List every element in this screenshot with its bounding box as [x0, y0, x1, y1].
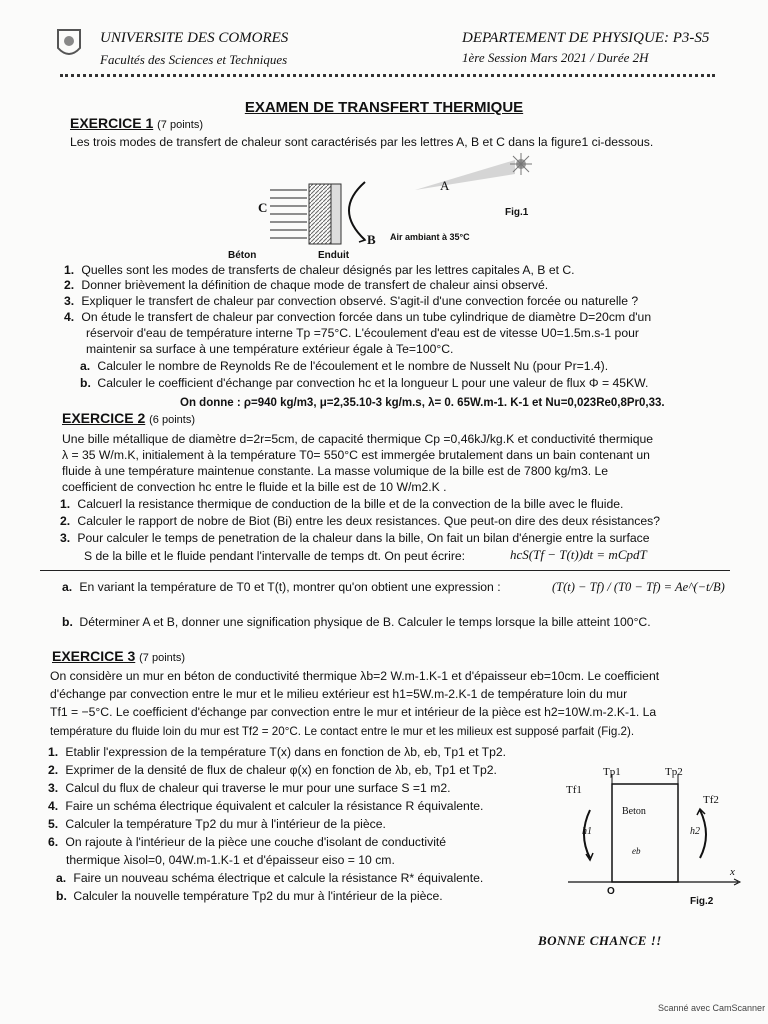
- exercise-2-points: (6 points): [149, 414, 195, 426]
- ex3-q3-text: Calcul du flux de chaleur qui traverse le mur pour une surface S =1 m2.: [65, 781, 451, 795]
- fig1-enduit-label: Enduit: [318, 250, 350, 261]
- ex2-qa-text: En variant la température de T0 et T(t), montrer qu'on obtient une expression :: [79, 580, 501, 594]
- fig2-origin: O: [607, 886, 615, 897]
- exercise-1-heading: [70, 115, 203, 131]
- ex2-statement-line2: λ = 35 W/m.K, initialement à la température T0= 550°C est immergée brutalement dans un bain contenant un: [62, 448, 650, 462]
- ex1-question-1: 1. Quelles sont les modes de transferts de chaleur désignés par les lettres capitales A, B et C.: [64, 263, 575, 277]
- exercise-3-heading: [52, 648, 185, 664]
- ex2-q1-text: Calcuerl la resistance thermique de conduction de la bille et de la convection de la bille avec le fluide.: [77, 497, 624, 511]
- fig2-caption: Fig.2: [690, 896, 714, 907]
- ex2-q3-line1: Pour calculer le temps de penetration de la chaleur dans la bille, On fait un bilan d'énergie entre la surface: [77, 531, 650, 545]
- ex3-statement-line2: d'échange par convection entre le mur et le milieu extérieur est h1=5W.m-2.K-1 de température loin du mur: [50, 687, 628, 701]
- ex1-q4-line1: On étude le transfert de chaleur par convection forcée dans un tube cylindrique de diamètre D=20cm d'un: [81, 310, 652, 324]
- scanner-footer: Scanné avec CamScanner: [658, 1003, 766, 1013]
- ex3-statement-line3: Tf1 = −5°C. Le coefficient d'échange par convection entre le mur et intérieur de la pièce est h2=10W.m-2.K-1. La: [50, 705, 657, 719]
- fig1-caption: Fig.1: [505, 207, 529, 218]
- ex1-question-2: 2. Donner brièvement la définition de chaque mode de transfert de chaleur ainsi observé.: [64, 278, 549, 292]
- ex1-q1-text: Quelles sont les modes de transferts de chaleur désignés par les lettres capitales A, B et C.: [81, 263, 575, 277]
- ex2-question-2: 2. Calculer le rapport de nobre de Biot (Bi) entre les deux resistances. Que peut-on dire des deux résistances?: [60, 514, 660, 528]
- exercise-1-intro: Les trois modes de transfert de chaleur sont caractérisés par les lettres A, B et C dans la figure1 ci-dessous.: [70, 135, 654, 149]
- fig2-tf2: Tf2: [703, 794, 719, 806]
- ex1-q4-line3: maintenir sa surface à une température extérieur égale à Te=100°C.: [86, 342, 454, 356]
- fig1-air-label: Air ambiant à 35°C: [390, 232, 470, 242]
- ex2-exponential-equation: (T(t) − Tf) / (T0 − Tf) = Ae^(−t/B): [552, 580, 725, 594]
- ex3-statement-line4: température du fluide loin du mur est Tf2 = 20°C. Le contact entre le mur et les milieux est supposé parfait (Fig.2).: [50, 725, 635, 738]
- ex2-energy-equation: hcS(Tf − T(t))dt = mCpdT: [510, 547, 647, 562]
- exercise-2-title: EXERCICE 2: [62, 410, 146, 426]
- university-name: UNIVERSITE DES COMORES: [100, 30, 289, 46]
- ex2-statement-line4: coefficient de convection hc entre le fluide et la bille est de 10 W/m2.K .: [62, 480, 447, 494]
- ex2-separator: [40, 570, 730, 571]
- ex2-question-1: 1. Calcuerl la resistance thermique de conduction de la bille et de la convection de la bille avec le fluide.: [60, 497, 624, 511]
- ex3-statement-line1: On considère un mur en béton de conductivité thermique λb=2 W.m-1.K-1 et d'épaisseur eb=10cm. Le coefficient: [50, 669, 660, 683]
- exercise-1-title: EXERCICE 1: [70, 115, 154, 131]
- ex1-q2-text: Donner brièvement la définition de chaque mode de transfert de chaleur ainsi observé.: [81, 278, 549, 292]
- ex3-q5-text: Calculer la température Tp2 du mur à l'intérieur de la pièce.: [65, 817, 386, 831]
- fig2-tf1: Tf1: [566, 784, 582, 796]
- session-info: 1ère Session Mars 2021 / Durée 2H: [462, 50, 649, 65]
- ex3-question-5: 5. Calculer la température Tp2 du mur à l'intérieur de la pièce.: [48, 817, 386, 831]
- ex3-question-b: b. Calculer la nouvelle température Tp2 du mur à l'intérieur de la pièce.: [56, 889, 443, 903]
- ex1-given-data: On donne : ρ=940 kg/m3, μ=2,35.10-3 kg/m.s, λ= 0. 65W.m-1. K-1 et Nu=0,023Re0,8Pr0,33.: [180, 397, 665, 409]
- ex3-qa-text: Faire un nouveau schéma électrique et calcule la résistance R* équivalente.: [73, 871, 484, 885]
- exercise-3-points: (7 points): [139, 652, 185, 664]
- fig2-x-axis: x: [730, 866, 735, 878]
- fig2-beton: Beton: [622, 806, 646, 817]
- ex1-question-4: 4. On étude le transfert de chaleur par convection forcée dans un tube cylindrique de diamètre D=20cm d'un: [64, 310, 652, 324]
- ex2-question-3: 3. Pour calculer le temps de penetration de la chaleur dans la bille, On fait un bilan d'énergie entre la surface: [60, 531, 650, 545]
- fig2-eb: eb: [632, 846, 641, 856]
- ex2-question-b: b. Déterminer A et B, donner une signification physique de B. Calculer le temps lorsque la bille atteint 100°C.: [62, 615, 651, 629]
- ex1-q4a-text: Calculer le nombre de Reynolds Re de l'écoulement et le nombre de Nusselt Nu (pour Pr=1.4).: [97, 359, 609, 373]
- ex3-question-2: 2. Exprimer de la densité de flux de chaleur φ(x) en fonction de λb, eb, Tp1 et Tp2.: [48, 763, 497, 777]
- ex2-qb-text: Déterminer A et B, donner une signification physique de B. Calculer le temps lorsque la bille atteint 100°C.: [79, 615, 651, 629]
- exam-title: EXAMEN DE TRANSFERT THERMIQUE: [244, 99, 524, 116]
- header-divider: [60, 74, 715, 77]
- ex3-q6-line2: thermique λisol=0, 04W.m-1.K-1 et d'épaisseur eiso = 10 cm.: [66, 853, 395, 867]
- fig2-tp1: Tp1: [603, 766, 621, 778]
- exercise-2-heading: [62, 410, 195, 426]
- fig2-tp2: Tp2: [665, 766, 683, 778]
- ex2-statement-line3: fluide à une température maintenue constante. La masse volumique de la bille est de 7800 kg/m3. Le: [62, 464, 609, 478]
- ex2-q2-text: Calculer le rapport de nobre de Biot (Bi) entre les deux resistances. Que peut-on dire des deux résistances?: [77, 514, 660, 528]
- ex1-q3-text: Expliquer le transfert de chaleur par convection observé. S'agit-il d'une convection forcée ou naturelle ?: [81, 294, 639, 308]
- fig1-beton-label: Béton: [228, 250, 257, 261]
- ex1-question-4a: a. Calculer le nombre de Reynolds Re de l'écoulement et le nombre de Nusselt Nu (pour Pr=1.4).: [80, 359, 609, 373]
- ex3-q1-text: Etablir l'expression de la température T(x) dans en fonction de λb, eb, Tp1 et Tp2.: [65, 745, 507, 759]
- ex3-q4-text: Faire un schéma électrique équivalent et calculer la résistance R équivalente.: [65, 799, 484, 813]
- ex3-question-a: a. Faire un nouveau schéma électrique et calcule la résistance R* équivalente.: [56, 871, 484, 885]
- fig2-h2: h2: [690, 826, 700, 837]
- fig1-label-a: A: [440, 178, 450, 193]
- ex2-statement-line1: Une bille métallique de diamètre d=2r=5cm, de capacité thermique Cp =0,46kJ/kg.K et conductivité thermique: [62, 432, 654, 446]
- fig2-h1: h1: [582, 826, 592, 837]
- exercise-1-points: (7 points): [157, 119, 203, 131]
- ex3-qb-text: Calculer la nouvelle température Tp2 du mur à l'intérieur de la pièce.: [73, 889, 443, 903]
- fig1-label-b: B: [367, 232, 376, 247]
- ex2-q3-line2: S de la bille et le fluide pendant l'intervalle de temps dt. On peut écrire:: [84, 549, 466, 563]
- ex1-q4b-text: Calculer le coefficient d'échange par convection hc et la longueur L pour une valeur de flux Φ = 45KW.: [97, 376, 649, 390]
- exercise-3-title: EXERCICE 3: [52, 648, 136, 664]
- ex1-question-4b: b. Calculer le coefficient d'échange par convection hc et la longueur L pour une valeur de flux Φ = 45KW.: [80, 376, 649, 390]
- ex2-question-a: a. En variant la température de T0 et T(t), montrer qu'on obtient une expression :: [62, 580, 501, 594]
- ex1-question-3: 3. Expliquer le transfert de chaleur par convection observé. S'agit-il d'une convection forcée ou naturelle ?: [64, 294, 639, 308]
- university-logo: [54, 26, 84, 62]
- ex3-question-6: 6. On rajoute à l'intérieur de la pièce une couche d'isolant de conductivité: [48, 835, 447, 849]
- fig1-label-c: C: [258, 200, 268, 215]
- ex3-question-1: 1. Etablir l'expression de la température T(x) dans en fonction de λb, eb, Tp1 et Tp2.: [48, 745, 507, 759]
- ex1-q4-line2: réservoir d'eau de température interne Tp =75°C. L'écoulement d'eau est de vitesse U0=1.5m.s-1 pour: [86, 326, 639, 340]
- ex3-question-3: 3. Calcul du flux de chaleur qui traverse le mur pour une surface S =1 m2.: [48, 781, 451, 795]
- faculty-name: Facultés des Sciences et Techniques: [100, 52, 288, 67]
- ex3-question-4: 4. Faire un schéma électrique équivalent et calculer la résistance R équivalente.: [48, 799, 484, 813]
- department-name: DEPARTEMENT DE PHYSIQUE: P3-S5: [462, 30, 710, 46]
- ex3-q6-line1: On rajoute à l'intérieur de la pièce une couche d'isolant de conductivité: [65, 835, 447, 849]
- ex3-q2-text: Exprimer de la densité de flux de chaleur φ(x) en fonction de λb, eb, Tp1 et Tp2.: [65, 763, 497, 777]
- closing-message: BONNE CHANCE !!: [538, 933, 662, 948]
